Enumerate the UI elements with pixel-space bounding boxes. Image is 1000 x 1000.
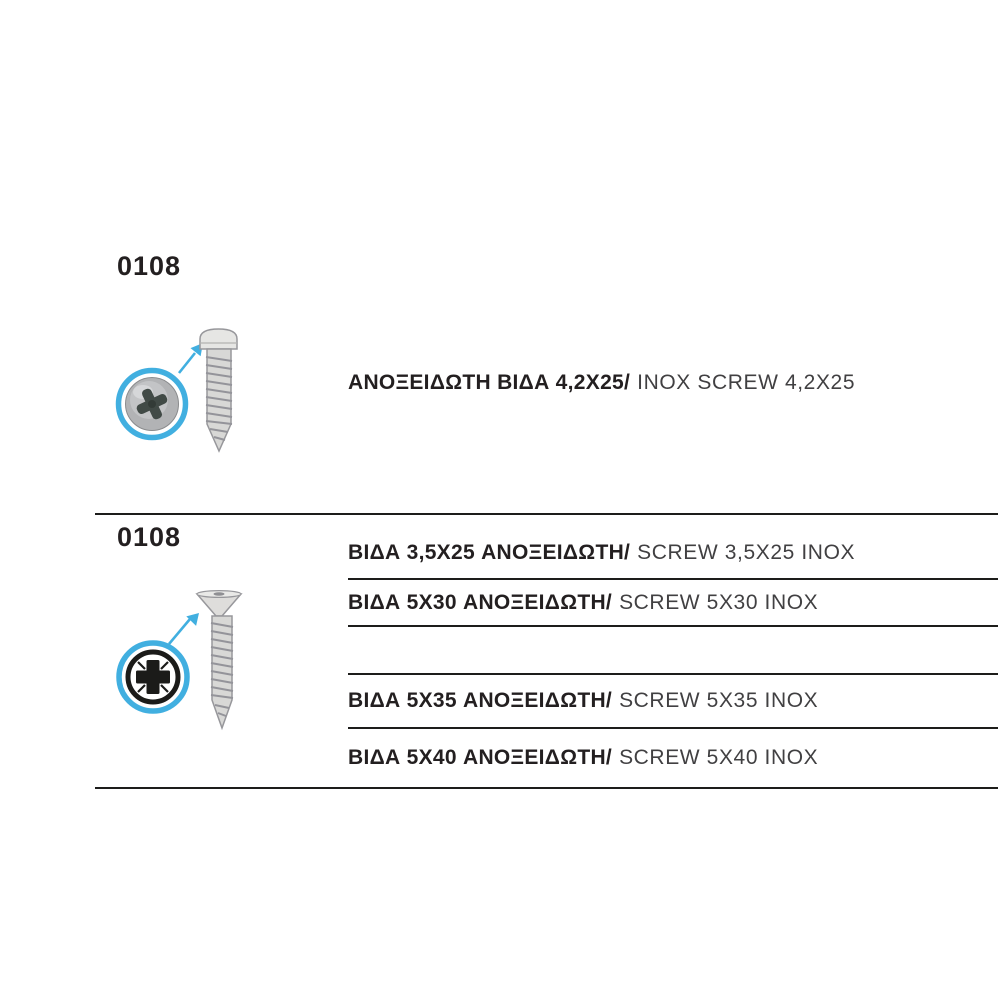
table-row [348, 515, 998, 580]
phillips-head-detail-icon [119, 371, 186, 438]
table-row-empty [348, 627, 998, 675]
zoom-arrow-icon [169, 613, 199, 644]
product-table [348, 515, 998, 787]
row-label-en: SCREW 5X35 INOX [619, 689, 819, 712]
pozidriv-detail-icon [119, 643, 187, 711]
table-row [348, 675, 998, 729]
countersunk-screw-icon [197, 591, 241, 728]
table-row [348, 729, 998, 787]
row-label-en: SCREW 3,5X25 INOX [637, 540, 856, 564]
row-label-gr: ΒΙΔΑ 5X30 ΑΝΟΞΕΙΔΩΤΗ/ [348, 590, 613, 614]
row-label-gr: ΒΙΔΑ 3,5X25 ΑΝΟΞΕΙΔΩΤΗ/ [348, 540, 631, 564]
table-row [348, 580, 998, 627]
row-label-en: SCREW 5X40 INOX [619, 746, 819, 769]
row-label-en: SCREW 5X30 INOX [619, 590, 819, 614]
product-label-en: INOX SCREW 4,2X25 [637, 371, 856, 394]
product-code-1: 0108 [117, 251, 182, 281]
section2-graphic [110, 586, 252, 734]
product-code-2: 0108 [117, 522, 182, 552]
row-label-gr: ΒΙΔΑ 5X35 ΑΝΟΞΕΙΔΩΤΗ/ [348, 689, 613, 712]
pan-head-screw-icon [200, 329, 237, 451]
product-label-gr: ΑΝΟΞΕΙΔΩΤΗ ΒΙΔΑ 4,2X25/ [348, 371, 631, 394]
section-bottom-line [95, 787, 998, 789]
section1-graphic [112, 324, 246, 458]
product-row-single [348, 368, 855, 398]
row-label-gr: ΒΙΔΑ 5X40 ΑΝΟΞΕΙΔΩΤΗ/ [348, 746, 613, 769]
